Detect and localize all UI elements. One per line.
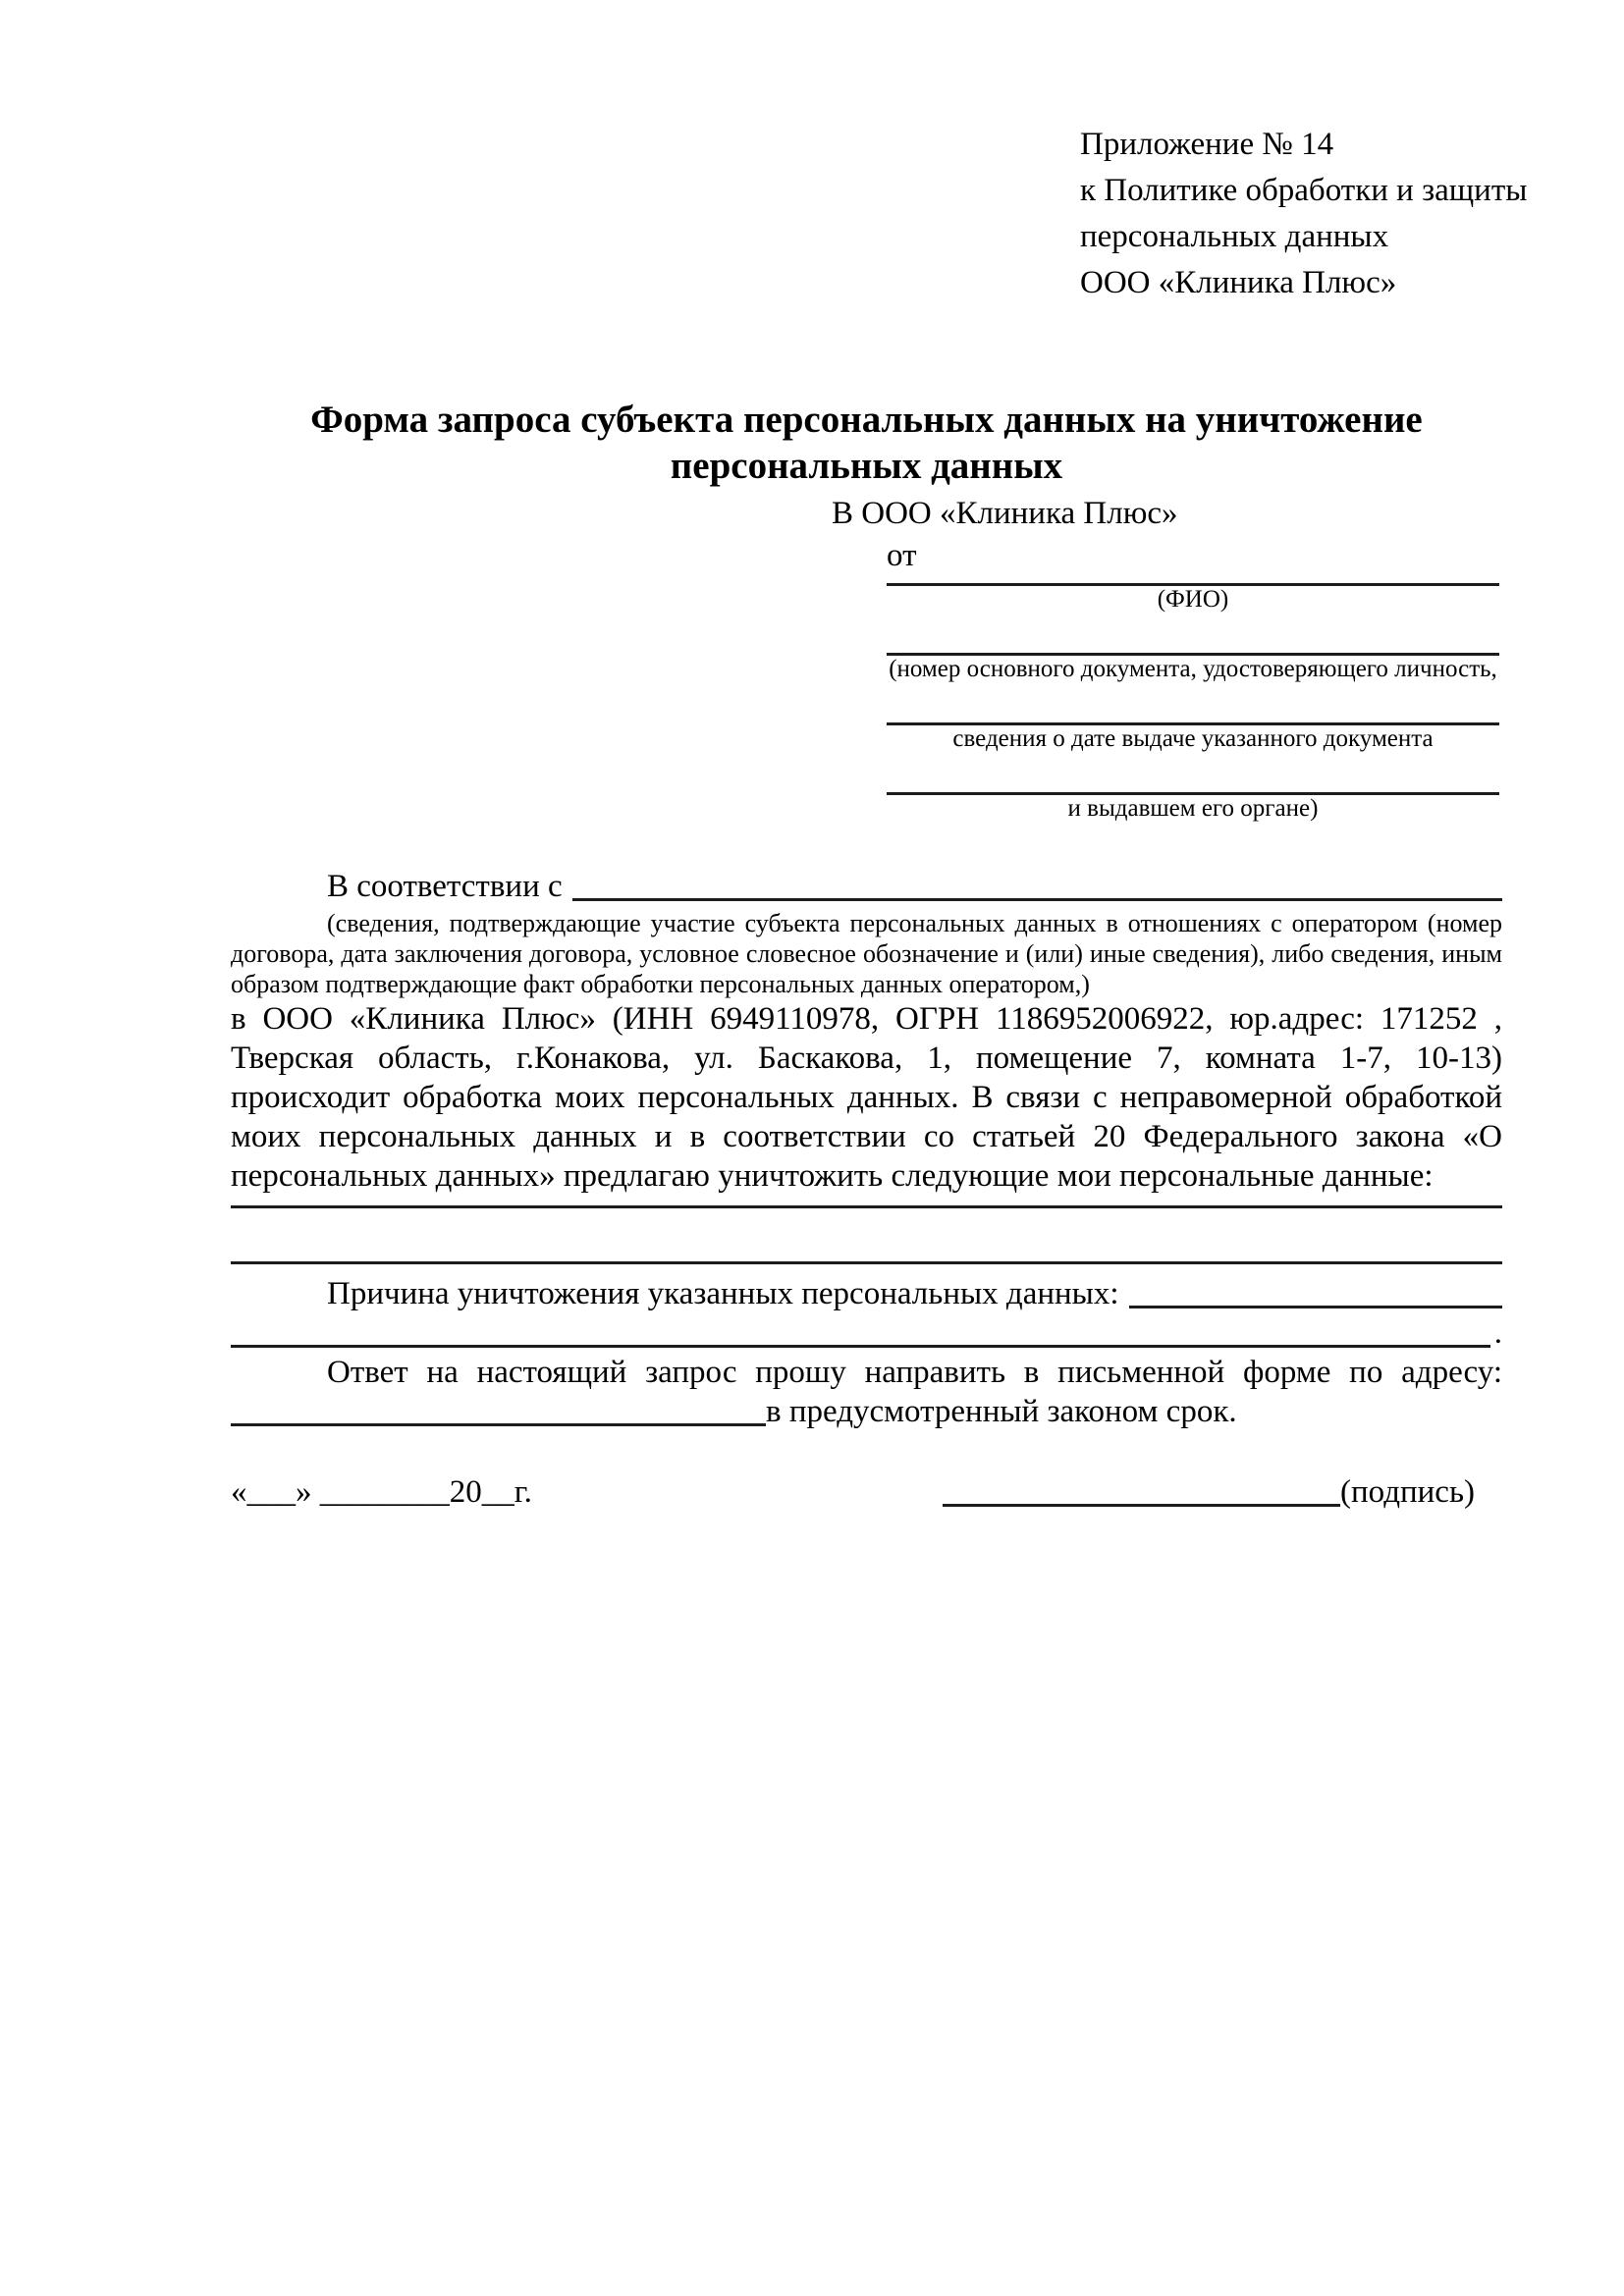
form-title — [231, 397, 1502, 489]
reason-label: Причина уничтожения указанных персональных данных: — [327, 1276, 1119, 1311]
issue-date-caption: сведения о дате выдаче указанного документа — [952, 725, 1434, 752]
accordance-label: В соответствии с — [327, 869, 563, 904]
signature-row — [231, 1472, 1502, 1512]
appendix-line: ООО «Клиника Плюс» — [1080, 265, 1397, 300]
accordance-blank-line — [572, 867, 1502, 901]
accordance-row — [231, 867, 1502, 906]
reason-continuation-row — [231, 1313, 1502, 1353]
addressee-line: В ООО «Клиника Плюс» — [832, 496, 1178, 531]
address-blank-line — [231, 1392, 766, 1426]
signature-block — [943, 1472, 1475, 1512]
date-blank-field: «___» ________20__г. — [231, 1474, 532, 1510]
document-number-blank-line — [887, 614, 1499, 656]
period: . — [1493, 1315, 1502, 1351]
body-paragraph: в ООО «Клиника Плюс» (ИНН 6949110978, ОГРН 1186952006922, юр.адрес: 171252 , Тверская область, г.Конакова, ул. Баскакова, 1, помещение 7, комната 1-7, 10-13) происходит обработка моих персональных данных. В связи с неправомерной обработкой моих персональных данных и в соответствии со статьей 20 Федерального закона «О персональных данных» предлагаю уничтожить следующие мои персональные данные: — [231, 1001, 1502, 1194]
reason-row — [231, 1274, 1502, 1313]
form-title-line-2: персональных данных — [670, 445, 1063, 487]
signature-caption: (подпись) — [1340, 1474, 1475, 1510]
fio-caption: (ФИО) — [1157, 586, 1229, 613]
appendix-note — [1080, 122, 1528, 306]
reply-address-row — [231, 1392, 1502, 1431]
applicant-fields — [887, 575, 1499, 823]
issue-date-blank-line — [887, 683, 1499, 725]
issuing-authority-blank-line — [887, 753, 1499, 795]
reply-sentence: Ответ на настоящий запрос прошу направить в письменной форме по адресу: — [327, 1355, 1502, 1390]
appendix-line: к Политике обработки и защиты — [1080, 173, 1528, 208]
reply-tail: в предусмотренный законом срок. — [766, 1394, 1237, 1429]
document-number-caption: (номер основного документа, удостоверяющего личность, — [889, 656, 1497, 682]
signature-blank-line — [943, 1472, 1340, 1507]
reason-blank-line — [1129, 1274, 1502, 1308]
appendix-line: персональных данных — [1080, 219, 1389, 254]
issuing-authority-caption: и выдавшем его органе) — [1067, 795, 1319, 822]
accordance-footnote: (сведения, подтверждающие участие субъекта персональных данных в отношениях с оператором (номер договора, дата заключения договора, условное словесное обозначение и (или) иные сведения), либо сведения, иным образом подтверждающие факт обработки персональных данных оператором,) — [231, 909, 1502, 998]
reason-blank-line-2 — [231, 1313, 1490, 1348]
from-label: от — [887, 538, 917, 573]
appendix-line: Приложение № 14 — [1080, 127, 1334, 162]
personal-data-blank-line-2 — [231, 1208, 1502, 1264]
personal-data-blank-line-1 — [231, 1196, 1502, 1208]
fio-blank-line — [887, 575, 1499, 586]
form-title-line-1: Форма запроса субъекта персональных данных на уничтожение — [310, 399, 1423, 441]
